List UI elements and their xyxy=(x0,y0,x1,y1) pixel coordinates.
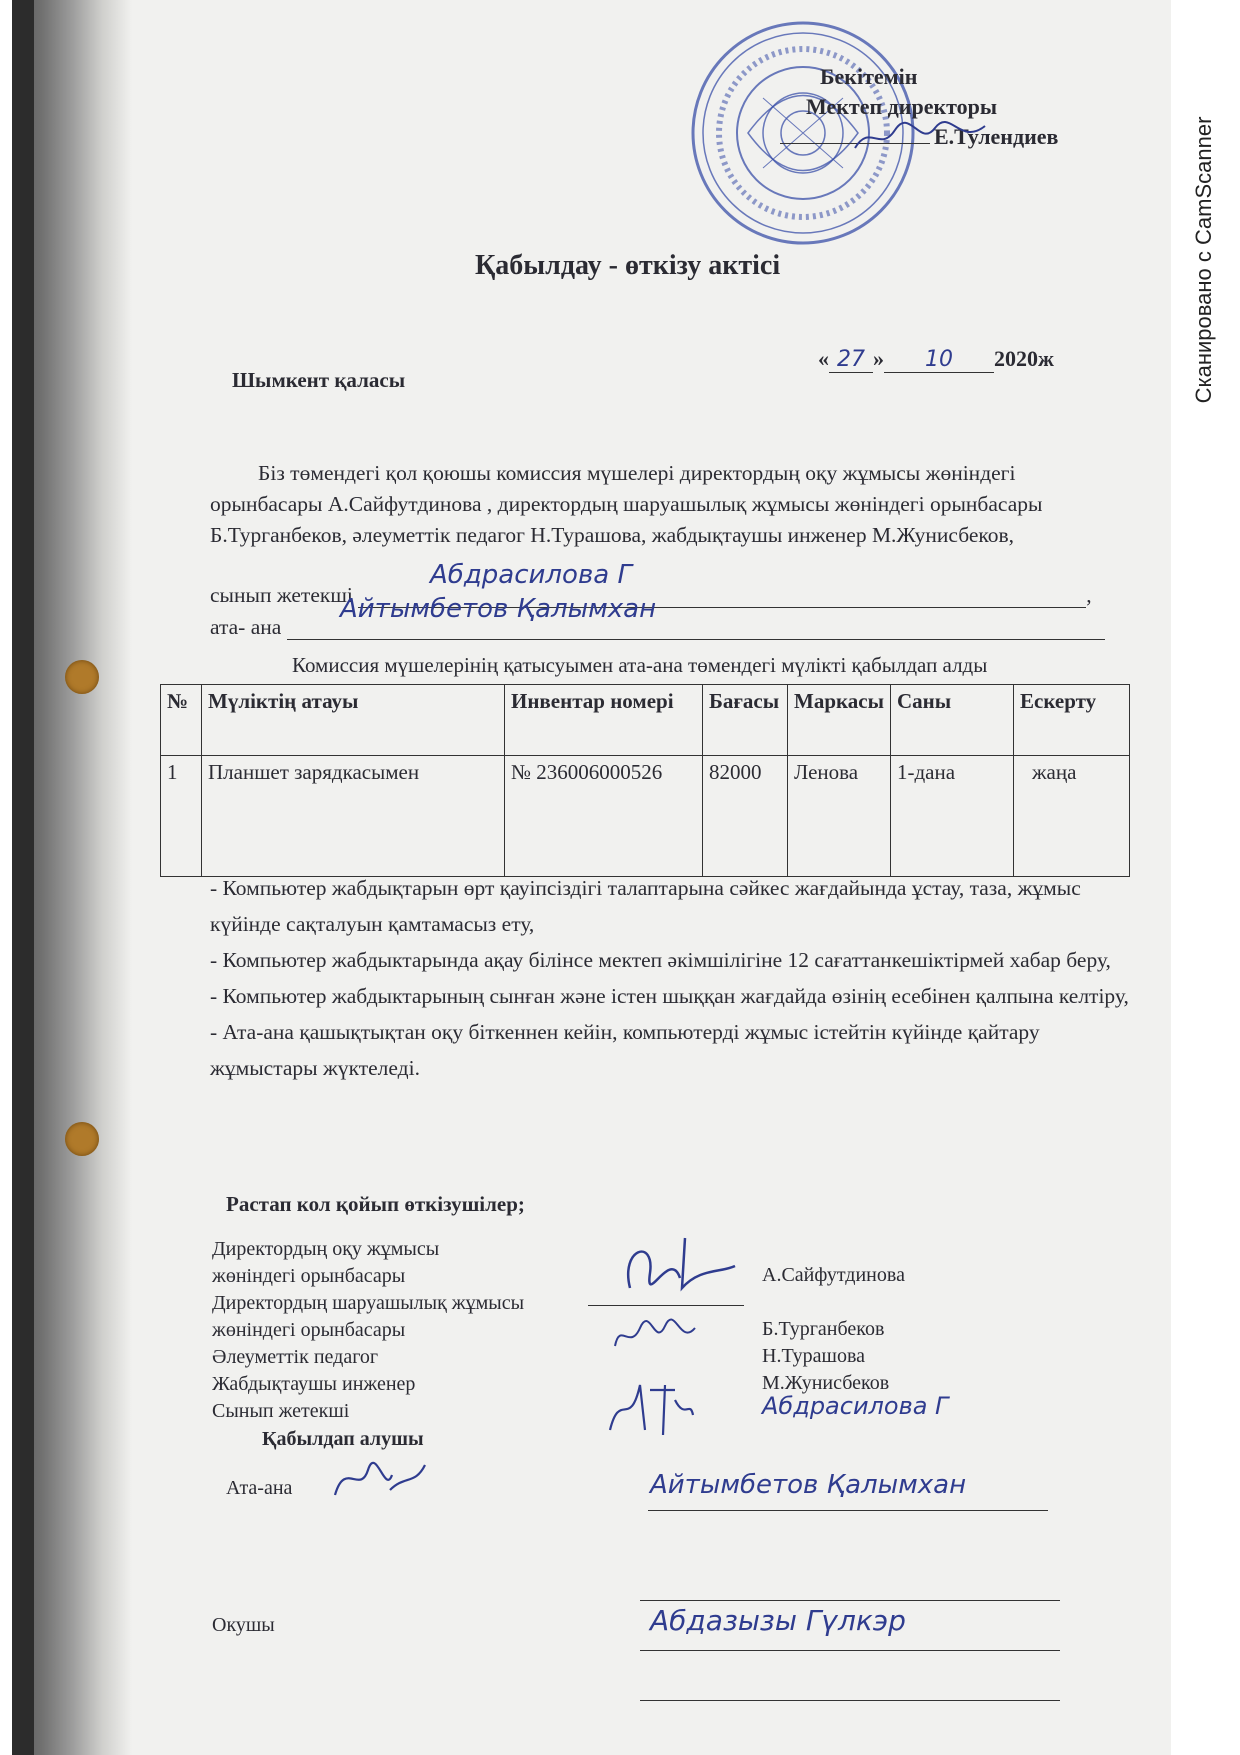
date-close-quote: » xyxy=(873,346,884,371)
table-header-row xyxy=(161,685,1130,756)
signature-icon xyxy=(605,1370,695,1440)
cell-brand: Ленова xyxy=(788,756,891,877)
role-line: Жабдықтаушы инженер xyxy=(212,1373,416,1395)
date-month: 10 xyxy=(884,347,994,373)
approval-line-1: Бекітемін xyxy=(820,64,918,89)
document-title: Қабылдау - өткізу актісі xyxy=(475,250,781,281)
duty-item: - Компьютер жабдыктарында ақау білінсе мектеп әкімшілігіне 12 сағаттанкешіктірмей хабар беру, xyxy=(210,948,1111,972)
signer-name: Б.Турганбеков xyxy=(762,1318,885,1340)
pupil-handwritten-signature: Абдазызы Гүлкэр xyxy=(650,1604,906,1637)
col-note: Ескерту xyxy=(1014,685,1130,756)
scanner-watermark: Сканировано с CamScanner xyxy=(1191,116,1216,404)
duty-item: - Компьютер жабдықтарын өрт қауіпсіздігі талаптарына сәйкес жағдайында ұстау, таза, жұмыс күйінде сақталуын қамтамасыз ету, xyxy=(210,876,1081,936)
table-row xyxy=(161,756,1130,877)
intro-paragraph: Біз төмендегі қол қоюшы комиссия мүшелері директордың оқу жұмысы жөніндегі орынбасары А.Сайфутдинова , директордың шаруашылық жұмысы жөніндегі орынбасары Б.Турганбеков, әлеуметтік педагог Н.Турашова, жабдықтаушы инженер М.Жунисбеков, xyxy=(210,461,1043,547)
col-property-name: Мүліктің атауы xyxy=(202,685,505,756)
cell-number: 1 xyxy=(161,756,202,877)
punch-hole-icon xyxy=(65,660,99,694)
pupil-sign-label: Окушы xyxy=(212,1614,275,1636)
signature-icon xyxy=(610,1316,700,1356)
col-quantity: Саны xyxy=(891,685,1014,756)
signature-line xyxy=(648,1510,1048,1511)
signer-name: А.Сайфутдинова xyxy=(762,1264,905,1286)
col-price: Бағасы xyxy=(703,685,788,756)
receivers-heading: Қабылдап алушы xyxy=(262,1428,424,1450)
signature-icon xyxy=(610,1228,740,1308)
property-table xyxy=(160,684,1130,877)
cell-note: жаңа xyxy=(1014,756,1130,877)
document-date xyxy=(818,346,1054,373)
teacher-handwritten-name: Абдрасилова Г xyxy=(430,560,632,590)
col-brand: Маркасы xyxy=(788,685,891,756)
signature-line xyxy=(640,1600,1060,1601)
role-line: жөніндегі орынбасары xyxy=(212,1265,406,1287)
role-line: жөніндегі орынбасары xyxy=(212,1319,406,1341)
cell-quantity: 1-дана xyxy=(891,756,1014,877)
date-year: 2020ж xyxy=(994,346,1054,371)
role-line: Директордың шаруашылық жұмысы xyxy=(212,1292,525,1314)
teacher-handwritten-signature: Абдрасилова Г xyxy=(762,1392,949,1420)
director-name: Е.Тулендиев xyxy=(934,124,1059,149)
teacher-field-label: сынып жетекші xyxy=(210,583,353,607)
signatories-heading: Растап кол қойып өткізушілер; xyxy=(226,1192,525,1216)
commission-line: Комиссия мүшелерінің қатысуымен ата-ана төмендегі мүлікті қабылдап алды xyxy=(292,653,988,677)
role-line: Сынып жетекші xyxy=(212,1400,350,1422)
role-line: Директордың оқу жұмысы xyxy=(212,1238,440,1260)
cell-property-name: Планшет зарядкасымен xyxy=(202,756,505,877)
date-day: 27 xyxy=(829,347,873,373)
approval-line-2: Мектеп директоры xyxy=(806,94,998,119)
cell-inventory-number: № 236006000526 xyxy=(505,756,703,877)
signature-line xyxy=(640,1700,1060,1701)
cell-price: 82000 xyxy=(703,756,788,877)
parent-field-label: ата- ана xyxy=(210,615,282,639)
duty-item: - Ата-ана қашықтықтан оқу біткеннен кейін, компьютерді жұмыс істейтін күйінде қайтару жұмыстары жүктеледі. xyxy=(210,1020,1040,1080)
signatory-roles xyxy=(212,1236,524,1425)
role-line: Әлеуметтік педагог xyxy=(212,1346,379,1368)
signature-line xyxy=(640,1650,1060,1651)
city-label: Шымкент қаласы xyxy=(232,368,406,392)
parent-signature-icon xyxy=(330,1455,430,1505)
col-inventory-number: Инвентар номері xyxy=(505,685,703,756)
parent-handwritten-name: Айтымбетов Қалымхан xyxy=(340,594,657,624)
parent-handwritten-signature: Айтымбетов Қалымхан xyxy=(650,1470,967,1500)
parent-sign-label: Ата-ана xyxy=(226,1477,293,1499)
date-open-quote: « xyxy=(818,346,829,371)
punch-hole-icon xyxy=(65,1122,99,1156)
signer-name: Н.Турашова xyxy=(762,1345,865,1367)
duty-item: - Компьютер жабдыктарының сынған және істен шыққан жағдайда өзінің есебінен қалпына келтіру, xyxy=(210,984,1129,1008)
col-number: № xyxy=(161,685,202,756)
signer-name: М.Жунисбеков xyxy=(762,1372,890,1394)
director-signature-icon xyxy=(850,118,990,158)
scan-toner-edge xyxy=(12,0,34,1755)
duties-list xyxy=(210,870,1130,1086)
teacher-field: сынып жетекші , xyxy=(210,583,1092,607)
